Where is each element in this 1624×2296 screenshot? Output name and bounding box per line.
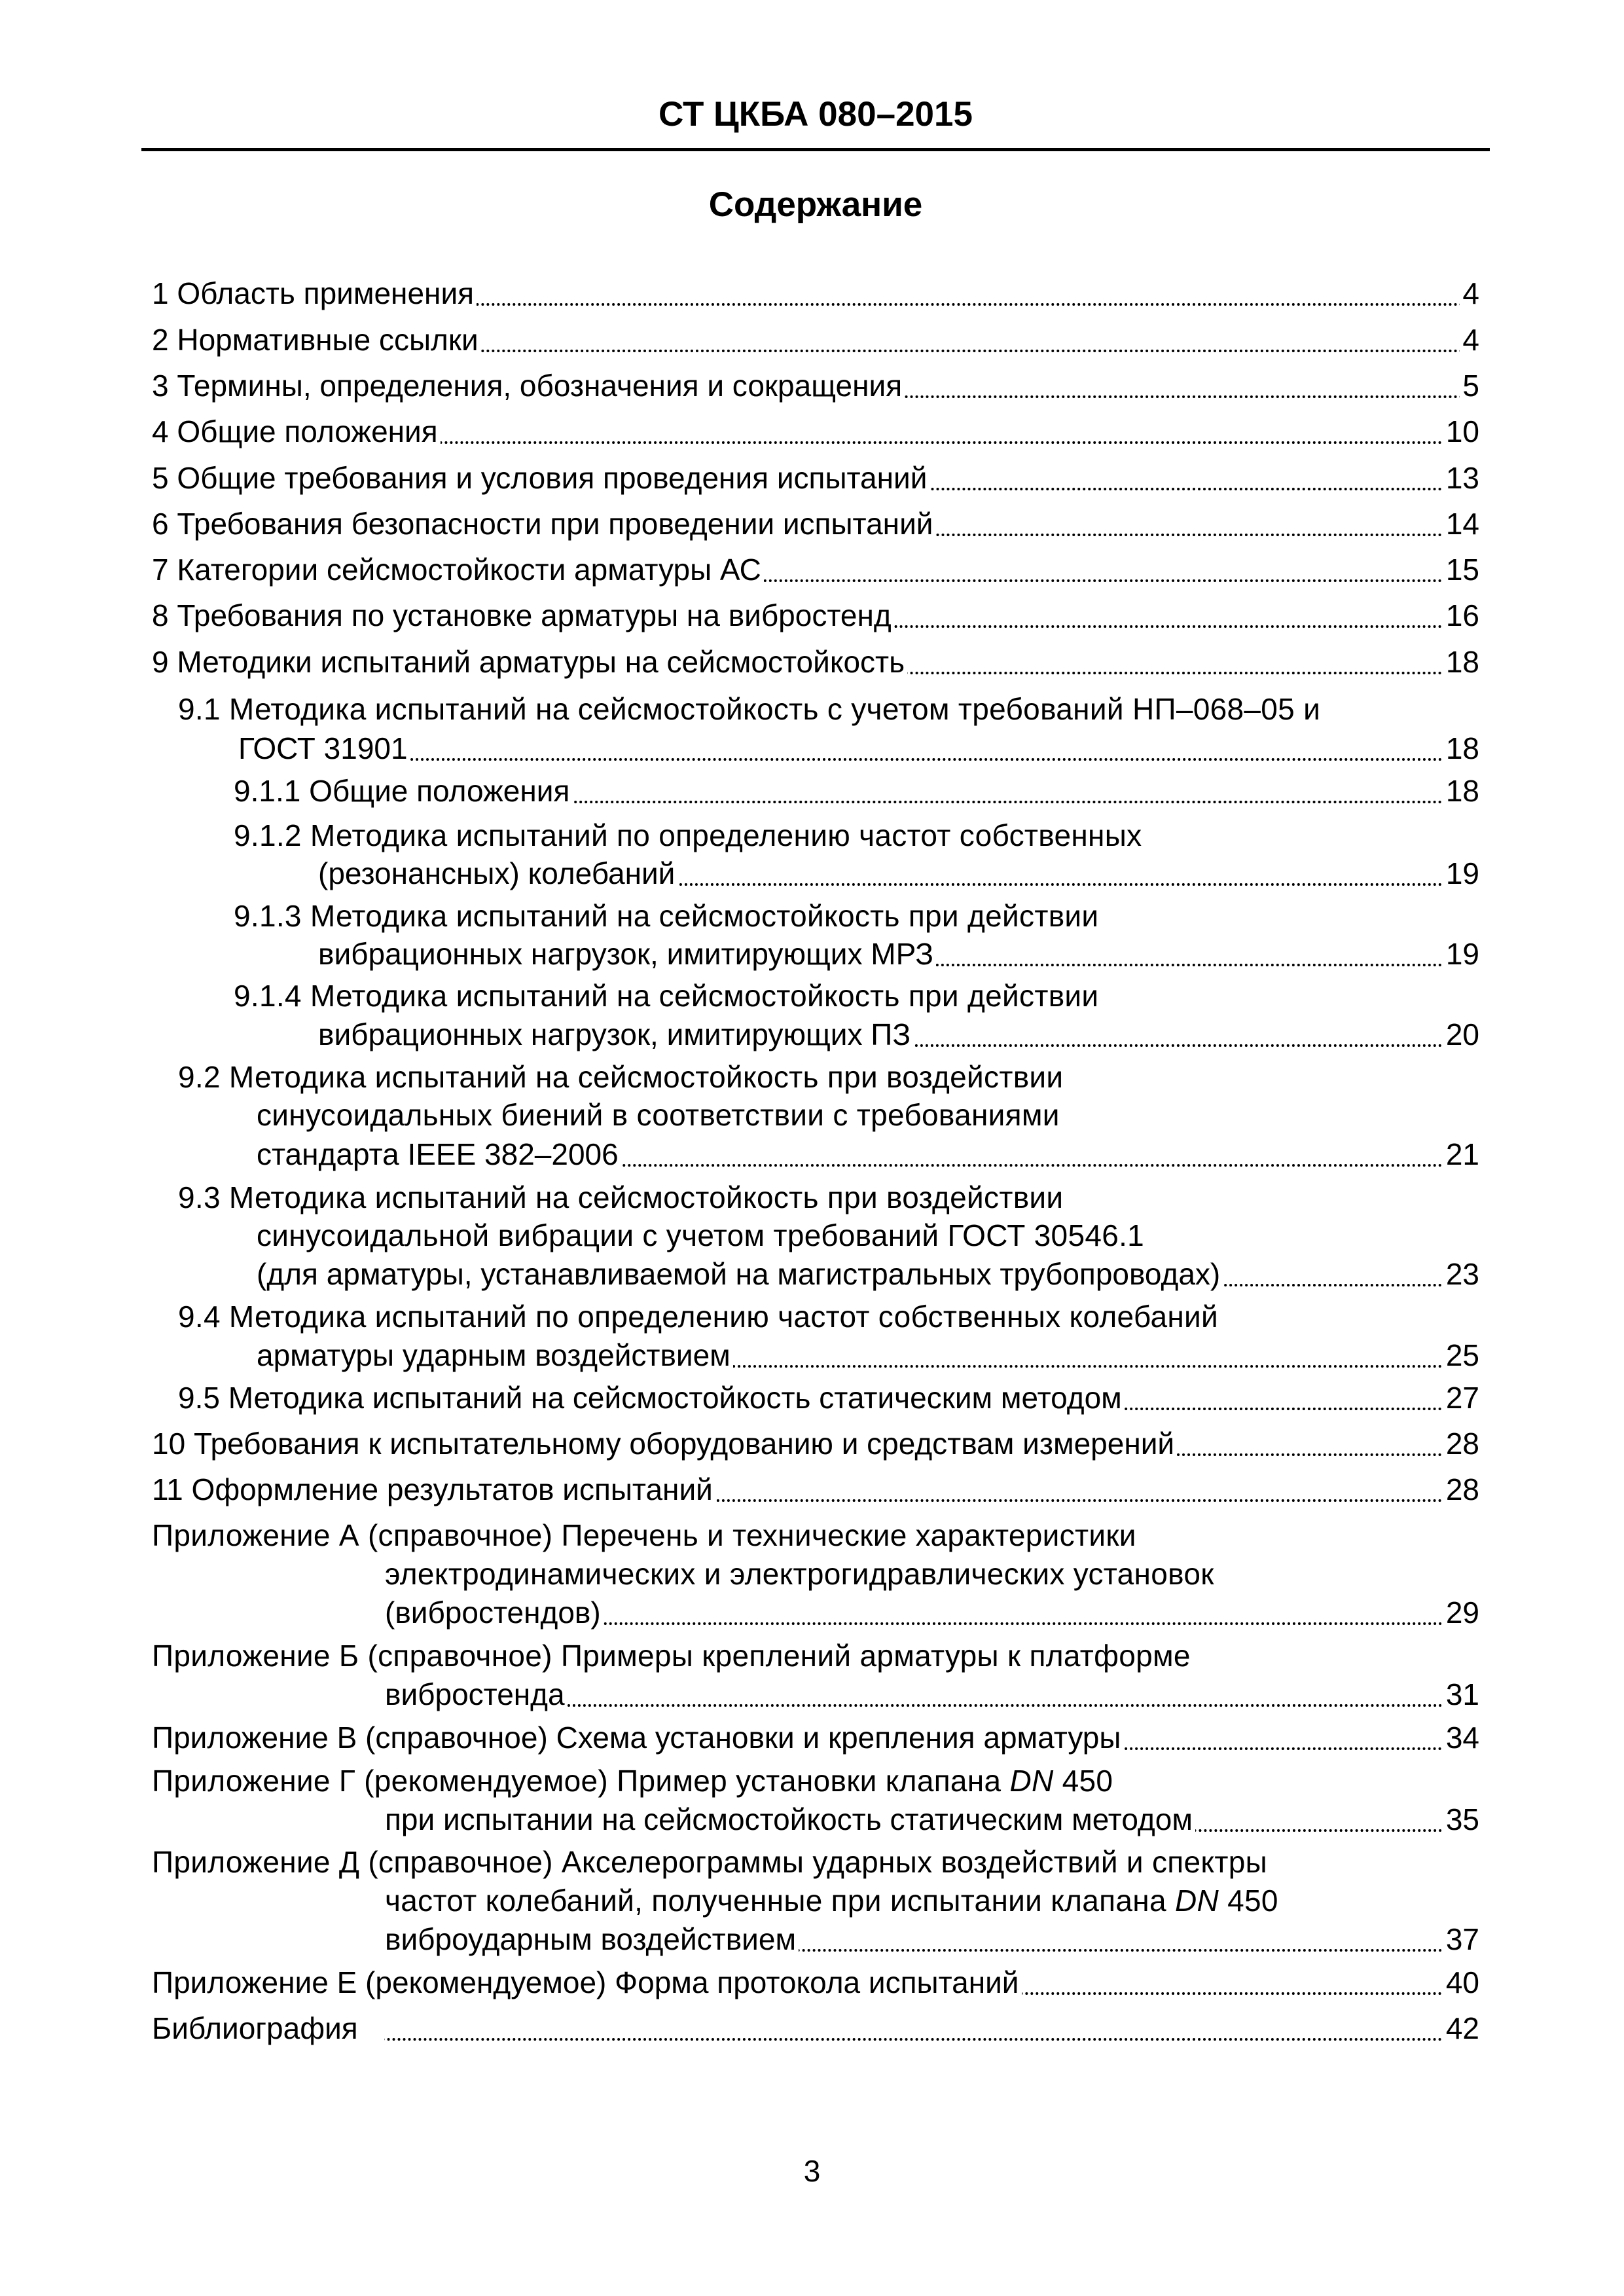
toc-entry-9-2-line-2: синусоидальных биений в соответствии с требованиями	[257, 1098, 1060, 1132]
toc-entry-9-1-4-line: 9.1.4 Методика испытаний на сейсмостойкость при действии	[234, 979, 1099, 1013]
toc-page-number: 15	[1443, 555, 1479, 585]
toc-page-number: 21	[1443, 1139, 1479, 1169]
toc-appendix-e	[152, 1967, 1479, 1999]
toc-text-fragment: частот колебаний, полученные при испытании клапана	[385, 1884, 1175, 1918]
toc-appendix-b	[385, 1679, 1479, 1711]
toc-page-number: 35	[1443, 1804, 1479, 1834]
toc-entry-9-5	[178, 1383, 1479, 1414]
toc-entry-text: ГОСТ 31901	[238, 733, 410, 763]
toc-entry-11	[152, 1474, 1479, 1506]
toc-entry-9-3-line-1: 9.3 Методика испытаний на сейсмостойкость при воздействии	[178, 1180, 1064, 1214]
toc-entry-9-1-3	[318, 939, 1479, 970]
document-header: СТ ЦКБА 080–2015	[658, 95, 973, 134]
toc-title: Содержание	[708, 185, 923, 224]
toc-entry-text: 9.5 Методика испытаний на сейсмостойкость статическим методом	[178, 1383, 1125, 1413]
toc-page-number: 25	[1443, 1340, 1479, 1370]
toc-entry-text: 11 Оформление результатов испытаний	[152, 1474, 715, 1504]
toc-appendix-b-line-1: Приложение Б (справочное) Примеры креплений арматуры к платформе	[152, 1639, 1191, 1673]
toc-entry-text: Приложение Е (рекомендуемое) Форма протокола испытаний	[152, 1967, 1022, 1997]
toc-entry-4	[152, 416, 1479, 448]
toc-page-number: 28	[1443, 1429, 1479, 1459]
page-number: 3	[803, 2154, 821, 2188]
toc-page-number: 23	[1443, 1259, 1479, 1289]
toc-appendix-a-line-1: Приложение А (справочное) Перечень и технические характеристики	[152, 1518, 1136, 1552]
toc-entry-10	[152, 1429, 1479, 1460]
toc-entry-text: 5 Общие требования и условия проведения испытаний	[152, 463, 929, 493]
toc-entry-2	[152, 325, 1479, 356]
toc-page-number: 4	[1460, 325, 1479, 355]
toc-page-number: 18	[1443, 776, 1479, 806]
toc-page-number: 19	[1443, 939, 1479, 969]
toc-page-number: 4	[1460, 278, 1479, 308]
toc-entry-text: вибростенда	[385, 1679, 568, 1709]
toc-entry-9	[152, 647, 1479, 678]
toc-entry-9-3-line-2: синусоидальной вибрации с учетом требований ГОСТ 30546.1	[257, 1218, 1145, 1252]
toc-entry-text: 9.1.1 Общие положения	[234, 776, 572, 806]
toc-entry-9-1-4	[318, 1019, 1479, 1051]
toc-appendix-g-line-1	[152, 1766, 1113, 1796]
toc-page-number: 28	[1443, 1474, 1479, 1504]
toc-entry-9-2	[257, 1139, 1479, 1171]
toc-page-number: 40	[1443, 1967, 1479, 1997]
toc-entry-9-2-line-1: 9.2 Методика испытаний на сейсмостойкость при воздействии	[178, 1060, 1064, 1094]
toc-entry-text: 6 Требования безопасности при проведении испытаний	[152, 509, 935, 539]
toc-entry-6	[152, 509, 1479, 540]
toc-page-number: 18	[1443, 733, 1479, 763]
toc-page-number: 13	[1443, 463, 1479, 493]
toc-entry-8	[152, 600, 1479, 632]
toc-appendix-d-line-1: Приложение Д (справочное) Акселерограммы ударных воздействий и спектры	[152, 1845, 1267, 1879]
toc-page-number: 18	[1443, 647, 1479, 677]
toc-entry-text: 10 Требования к испытательному оборудованию и средствам измерений	[152, 1429, 1177, 1459]
toc-page-number: 10	[1443, 416, 1479, 446]
toc-page-number: 34	[1443, 1722, 1479, 1753]
toc-entry-text: Библиография	[152, 2013, 384, 2043]
toc-entry-text: 4 Общие положения	[152, 416, 441, 446]
toc-entry-9-1-line: 9.1 Методика испытаний на сейсмостойкость с учетом требований НП–068–05 и	[178, 692, 1321, 726]
toc-entry-9-1-3-line: 9.1.3 Методика испытаний на сейсмостойкость при действии	[234, 899, 1099, 933]
toc-entry-text: 9 Методики испытаний арматуры на сейсмостойкость	[152, 647, 907, 677]
toc-page-number: 19	[1443, 858, 1479, 888]
toc-entry-9-3	[257, 1259, 1479, 1290]
toc-entry-text: 8 Требования по установке арматуры на вибростенд	[152, 600, 894, 630]
toc-page-number: 42	[1443, 2013, 1479, 2043]
toc-entry-text: при испытании на сейсмостойкость статическим методом	[385, 1804, 1195, 1834]
toc-entry-text: Приложение В (справочное) Схема установки и крепления арматуры	[152, 1722, 1123, 1753]
toc-entry-text: 1 Область применения	[152, 278, 477, 308]
toc-entry-7	[152, 555, 1479, 586]
toc-page-number: 14	[1443, 509, 1479, 539]
toc-entry-text: 3 Термины, определения, обозначения и сокращения	[152, 371, 905, 401]
toc-appendix-a-line-2: электродинамических и электрогидравлических установок	[385, 1557, 1214, 1591]
toc-page-number: 27	[1443, 1383, 1479, 1413]
toc-page-number: 20	[1443, 1019, 1479, 1049]
toc-entry-text: 7 Категории сейсмостойкости арматуры АС	[152, 555, 764, 585]
toc-text-fragment: 450	[1219, 1884, 1278, 1918]
toc-appendix-d-line-2	[385, 1886, 1278, 1916]
toc-entry-text: вибрационных нагрузок, имитирующих ПЗ	[318, 1019, 913, 1049]
toc-entry-text: 2 Нормативные ссылки	[152, 325, 481, 355]
toc-page-number: 5	[1460, 371, 1479, 401]
toc-text-fragment-italic: DN	[1009, 1764, 1054, 1798]
toc-text-fragment: 450	[1053, 1764, 1113, 1798]
toc-entry-5	[152, 463, 1479, 494]
toc-entry-9-1-2-line: 9.1.2 Методика испытаний по определению частот собственных	[234, 818, 1142, 852]
toc-entry-9-1	[238, 733, 1479, 765]
toc-entry-text: вибрационных нагрузок, имитирующих МРЗ	[318, 939, 936, 969]
toc-page-number: 29	[1443, 1597, 1479, 1628]
toc-entry-9-4	[257, 1340, 1479, 1372]
toc-page-number: 31	[1443, 1679, 1479, 1709]
toc-entry-text: виброударным воздействием	[385, 1924, 799, 1954]
toc-entry-text: стандарта IEEE 382–2006	[257, 1139, 621, 1169]
toc-entry-text: (для арматуры, устанавливаемой на магистральных трубопроводах)	[257, 1259, 1223, 1289]
toc-page-number: 37	[1443, 1924, 1479, 1954]
toc-entry-9-1-1	[234, 776, 1479, 807]
toc-entry-1	[152, 278, 1479, 310]
toc-entry-text: (вибростендов)	[385, 1597, 604, 1628]
toc-appendix-a	[385, 1597, 1479, 1629]
toc-text-fragment-italic: DN	[1174, 1884, 1219, 1918]
toc-appendix-v	[152, 1722, 1479, 1754]
toc-bibliography	[152, 2013, 1479, 2045]
toc-page-number: 16	[1443, 600, 1479, 630]
toc-appendix-d	[385, 1924, 1479, 1956]
toc-entry-text: арматуры ударным воздействием	[257, 1340, 733, 1370]
toc-appendix-g	[385, 1804, 1479, 1836]
toc-text-fragment: Приложение Г (рекомендуемое) Пример установки клапана	[152, 1764, 1010, 1798]
toc-entry-text: (резонансных) колебаний	[318, 858, 677, 888]
toc-entry-9-1-2	[318, 858, 1479, 890]
toc-entry-3	[152, 371, 1479, 402]
toc-entry-9-4-line: 9.4 Методика испытаний по определению частот собственных колебаний	[178, 1300, 1219, 1334]
